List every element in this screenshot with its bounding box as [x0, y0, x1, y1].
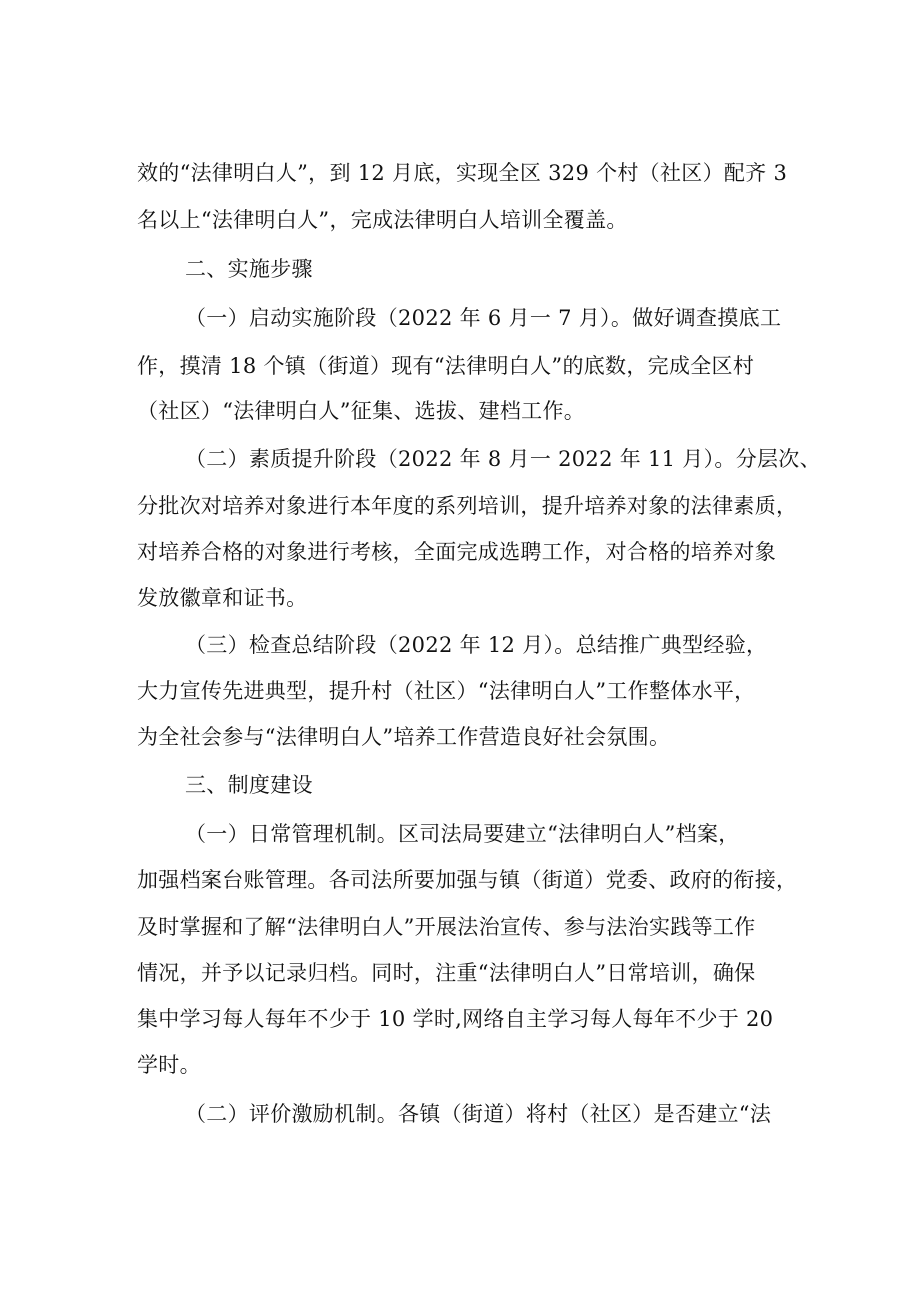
text-line: （一）启动实施阶段（2022 年 6 月一 7 月）。做好调查摸底工: [185, 306, 782, 330]
text-line: 为全社会参与“法律明白人”培养工作营造良好社会氛围。: [137, 725, 671, 749]
text-line: 大力宣传先进典型，提升村（社区）“法律明白人”工作整体水平，: [137, 679, 756, 703]
text-line: （二）评价激励机制。各镇（街道）将村（社区）是否建立“法: [185, 1102, 772, 1126]
text-line: （一）日常管理机制。区司法局要建立“法律明白人”档案，: [185, 822, 740, 846]
text-line: 加强档案台账管理。各司法所要加强与镇（街道）党委、政府的衔接，: [137, 868, 798, 892]
text-line: （社区）“法律明白人”征集、选拔、建档工作。: [137, 399, 586, 423]
text-line: 集中学习每人每年不少于 10 学时,网络自主学习每人每年不少于 20: [137, 1007, 774, 1031]
text-line: 及时掌握和了解“法律明白人”开展法治宣传、参与法治实践等工作: [137, 915, 756, 939]
text-line: 发放徽章和证书。: [137, 586, 308, 610]
text-line: 情况，并予以记录归档。同时，注重“法律明白人”日常培训，确保: [137, 961, 756, 985]
section-heading: 二、实施步骤: [185, 257, 313, 281]
text-line: 对培养合格的对象进行考核，全面完成选聘工作，对合格的培养对象: [137, 540, 776, 564]
text-line: 作，摸清 18 个镇（街道）现有“法律明白人”的底数，完成全区村: [137, 354, 755, 378]
text-line: （二）素质提升阶段（2022 年 8 月一 2022 年 11 月）。分层次、: [185, 447, 821, 471]
text-line: 分批次对培养对象进行本年度的系列培训，提升培养对象的法律素质，: [137, 494, 798, 518]
text-line: 名以上“法律明白人”，完成法律明白人培训全覆盖。: [137, 208, 628, 232]
section-heading: 三、制度建设: [185, 773, 313, 797]
text-line: （三）检查总结阶段（2022 年 12 月）。总结推广典型经验，: [185, 633, 768, 657]
text-line: 效的“法律明白人”，到 12 月底，实现全区 329 个村（社区）配齐 3: [137, 161, 788, 185]
text-line: 学时。: [137, 1053, 201, 1077]
